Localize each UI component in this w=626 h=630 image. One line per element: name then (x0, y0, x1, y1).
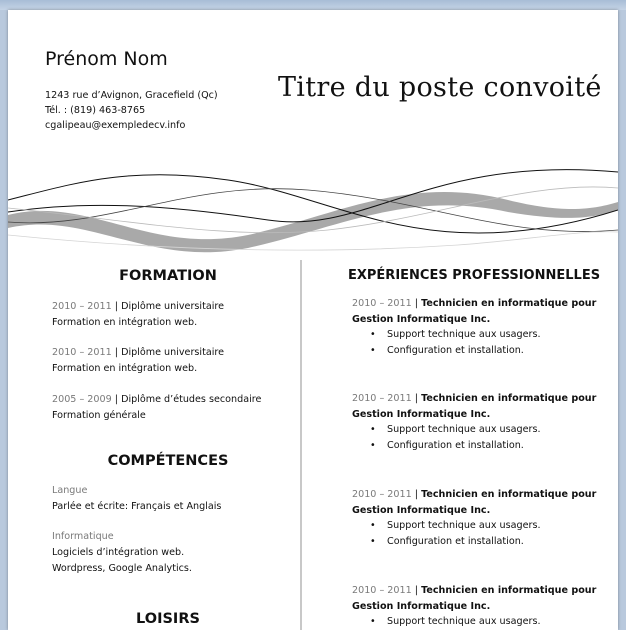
formation-heading: FORMATION (119, 268, 217, 284)
experience-bullet: • Support technique aux usagers. (370, 424, 541, 435)
experience-item: 2010 – 2011 | Technicien en informatique pour Gestion Informatique Inc. • Support technique aux usagers. • Configuration et installation. (352, 391, 602, 453)
competences-heading: COMPÉTENCES (107, 453, 229, 469)
column-divider (300, 260, 302, 630)
window-background (0, 0, 626, 10)
experience-bullet: • Configuration et installation. (370, 535, 524, 547)
formation-item: 2005 – 2009 | Diplôme d’études secondaire Formation générale (52, 394, 262, 421)
email-line: cgalipeau@exempledecv.info (45, 120, 186, 131)
experience-bullet: • Configuration et installation. (370, 344, 524, 356)
job-title: Titre du poste convoité (278, 72, 602, 103)
experience-bullet: • Support technique aux usagers. (370, 329, 541, 340)
competence-label: Langue (52, 485, 88, 496)
address-line: 1243 rue d’Avignon, Gracefield (Qc) (45, 90, 218, 101)
competence-text: Parlée et écrite: Français et Anglais (52, 501, 222, 512)
formation-item: 2010 – 2011 | Diplôme universitaire Formation en intégration web. (52, 301, 225, 328)
formation-item: 2010 – 2011 | Diplôme universitaire Formation en intégration web. (52, 347, 225, 374)
experience-bullet: • Support technique aux usagers. (370, 520, 541, 531)
experience-item: 2010 – 2011 | Technicien en informatique pour Gestion Informatique Inc. • Support technique aux usagers. (352, 583, 602, 630)
document-page[interactable] (8, 10, 618, 630)
candidate-name: Prénom Nom (45, 48, 168, 70)
experience-bullet: • Support technique aux usagers. (370, 616, 541, 627)
contact-block (45, 88, 218, 133)
competence-label: Informatique (52, 531, 114, 542)
loisirs-heading: LOISIRS (136, 611, 200, 627)
wave-line-5 (8, 232, 618, 250)
experience-bullet: • Configuration et installation. (370, 439, 524, 451)
decorative-wave (8, 160, 618, 260)
competence-text: Logiciels d’intégration web. Wordpress, Google Analytics. (52, 547, 192, 574)
experience-item: 2010 – 2011 | Technicien en informatique pour Gestion Informatique Inc. • Support technique aux usagers. • Configuration et installation. (352, 296, 602, 358)
experiences-heading: EXPÉRIENCES PROFESSIONNELLES (348, 268, 601, 283)
phone-line: Tél. : (819) 463-8765 (45, 105, 146, 116)
experience-item: 2010 – 2011 | Technicien en informatique pour Gestion Informatique Inc. • Support technique aux usagers. • Configuration et installation. (352, 487, 602, 549)
